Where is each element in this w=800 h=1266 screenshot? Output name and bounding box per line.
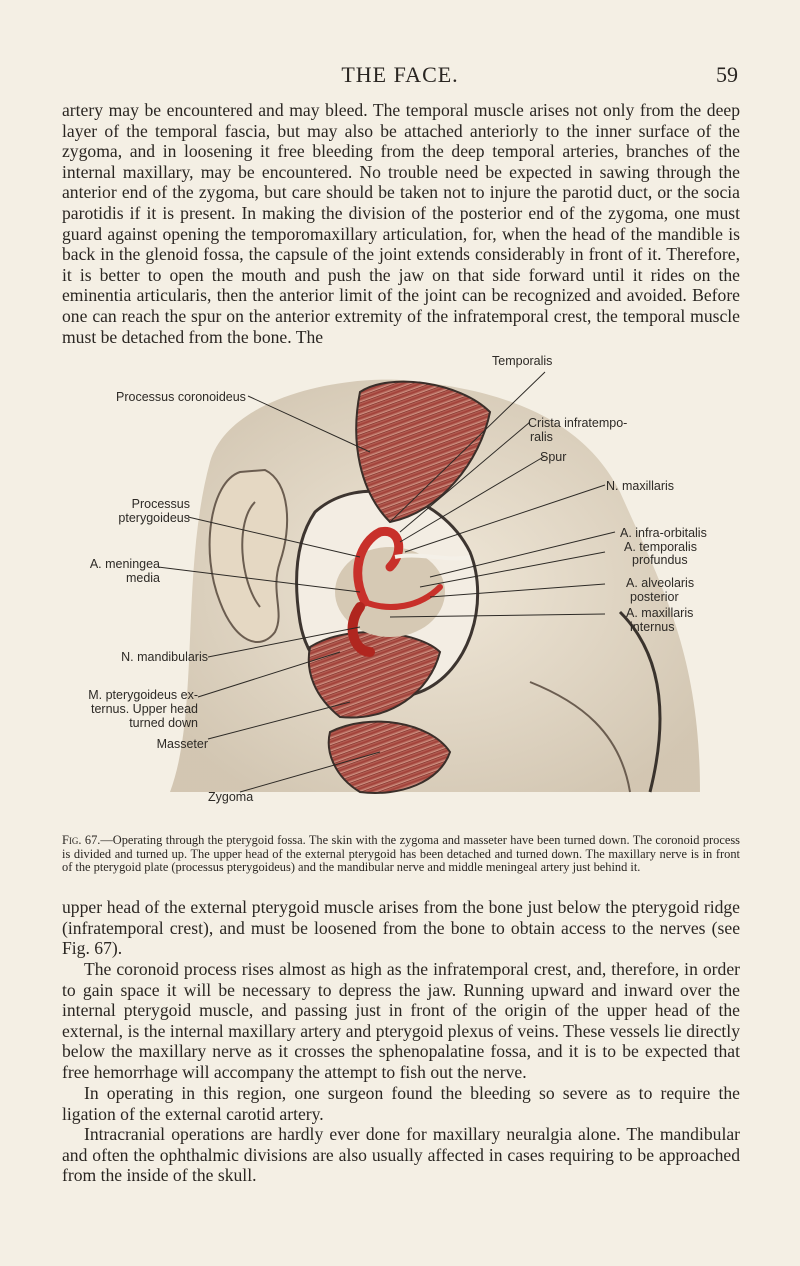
figure-67 bbox=[60, 352, 740, 818]
label-a-alveolaris-2: posterior bbox=[630, 590, 679, 604]
label-temporalis: Temporalis bbox=[492, 354, 553, 368]
label-crista-infratemporalis-2: ralis bbox=[530, 430, 553, 444]
label-spur: Spur bbox=[540, 450, 567, 464]
label-m-pterygoideus-3: turned down bbox=[129, 716, 198, 730]
paragraph-4: In operating in this region, one surgeon found the bleeding so severe as to require the ligation of the external carotid artery. bbox=[62, 1083, 740, 1124]
running-head bbox=[60, 62, 740, 92]
label-m-pterygoideus-2: ternus. Upper head bbox=[90, 702, 198, 716]
caption-figure-label: Fig. 67. bbox=[62, 833, 101, 847]
label-masseter: Masseter bbox=[156, 737, 208, 751]
running-title: THE FACE. bbox=[341, 62, 459, 87]
label-a-maxillaris-1: A. maxillaris bbox=[626, 606, 694, 620]
label-a-maxillaris-2: internus bbox=[630, 620, 675, 634]
label-n-mandibularis: N. mandibularis bbox=[121, 650, 208, 664]
label-a-temporalis-1: A. temporalis bbox=[624, 540, 697, 554]
caption-text: —Operating through the pterygoid fossa. The skin with the zygoma and masseter have been turned down. The coronoid process is divided and turned up. The upper head of the external pterygoid has been detached and turned down. The maxillary nerve is in front of the pterygoid plate (processus pterygoideus) and the mandibular nerve and middle meningeal artery just behind it. bbox=[62, 833, 740, 875]
figure-caption bbox=[62, 834, 740, 875]
paragraph-5: Intracranial operations are hardly ever done for maxillary neuralgia alone. The mandibular and often the ophthalmic divisions are also usually affected in cases requiring to be approached from the inside of the skull. bbox=[62, 1124, 740, 1186]
label-crista-infratemporalis-1: Crista infratempo- bbox=[528, 416, 628, 430]
label-processus-pterygoideus-1: Processus bbox=[131, 497, 190, 511]
label-zygoma: Zygoma bbox=[208, 790, 254, 804]
page-number: 59 bbox=[716, 62, 738, 87]
label-a-temporalis-2: profundus bbox=[632, 553, 688, 567]
paragraph-2: upper head of the external pterygoid muscle arises from the bone just below the pterygoid ridge (infratemporal crest), and must be loosened from the bone to obtain access to the nerves (see Fig. 67). bbox=[62, 897, 740, 959]
paragraph-3: The coronoid process rises almost as high as the infratemporal crest, and, therefore, in order to gain space it will be necessary to depress the jaw. Running upward and inward over the internal pterygoid muscle, and passing just in front of the origin of the upper head of the external, is the internal maxillary artery and pterygoid plexus of veins. These vessels lie directly below the maxillary nerve as it crosses the sphenopalatine fossa, and it is to be expected that free hemorrhage will accompany the attempt to fish out the nerve. bbox=[62, 959, 740, 1082]
label-m-pterygoideus-1: M. pterygoideus ex- bbox=[88, 688, 198, 702]
label-a-meningea-2: media bbox=[125, 571, 160, 585]
label-a-alveolaris-1: A. alveolaris bbox=[626, 576, 695, 590]
label-a-infra-orbitalis: A. infra-orbitalis bbox=[620, 526, 707, 540]
label-a-meningea-1: A. meningea bbox=[89, 557, 160, 571]
label-processus-pterygoideus-2: pterygoideus bbox=[118, 511, 190, 525]
label-n-maxillaris: N. maxillaris bbox=[606, 479, 675, 493]
label-processus-coronoideus: Processus coronoideus bbox=[116, 390, 246, 404]
paragraph-1: artery may be encountered and may bleed. The temporal muscle arises not only from the deep layer of the temporal fascia, but may also be attached anteriorly to the inner surface of the zygoma, and in loosening it free bleeding from the deep temporal arteries, branches of the internal maxillary, may be encountered. No trouble need be expected in sawing through the anterior end of the zygoma, but care should be taken not to injure the parotid duct, or the socia parotidis if it is present. In making the division of the posterior end of the zygoma, one must guard against opening the temporomaxillary articulation, for, when the head of the mandible is back in the glenoid fossa, the capsule of the joint extends considerably in front of it. Therefore, it is better to open the mouth and push the jaw on that side forward until it rides on the eminentia articularis, then the anterior limit of the joint can be recognized and avoided. Before one can reach the spur on the anterior extremity of the infratemporal crest, the temporal muscle must be detached from the bone. The bbox=[62, 100, 740, 347]
